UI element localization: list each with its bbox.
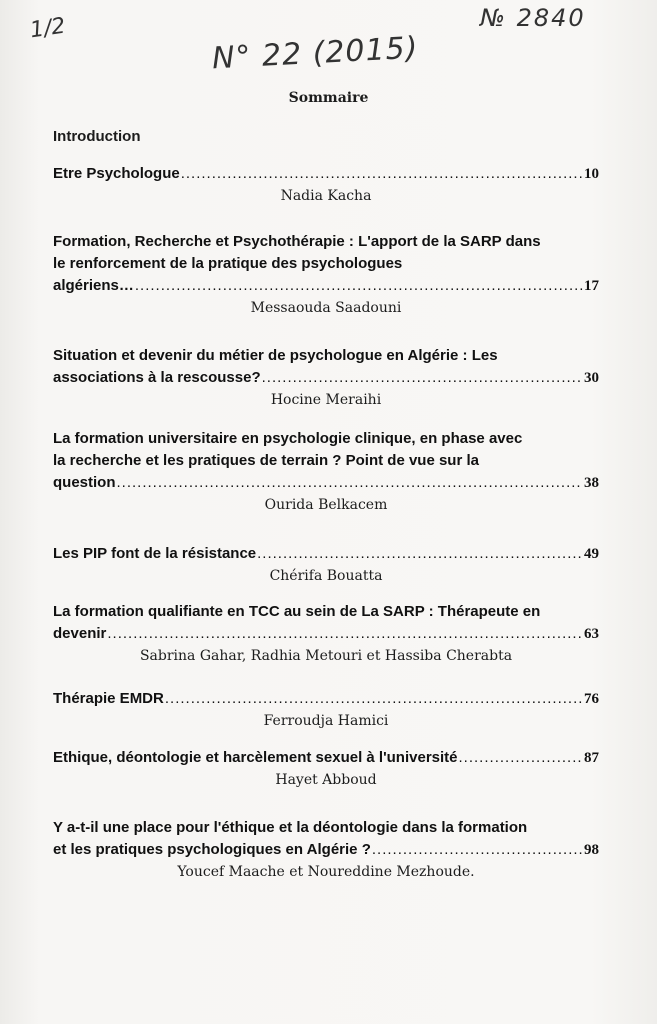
toc-entry (53, 345, 599, 410)
toc-line (53, 543, 599, 565)
introduction-label: Introduction (53, 128, 141, 145)
toc-line (53, 472, 599, 494)
page-number: 10 (584, 166, 599, 182)
toc-entry (53, 688, 599, 731)
entry-author: Youcef Maache et Noureddine Mezhoude. (177, 864, 475, 880)
entry-title: Formation, Recherche et Psychothérapie : L'apport de la SARP dans (53, 233, 541, 250)
toc-line (53, 163, 599, 185)
entry-title: Etre Psychologue (53, 165, 180, 182)
toc-line (53, 839, 599, 861)
toc-entry (53, 543, 599, 586)
entry-author: Hayet Abboud (275, 772, 377, 788)
toc-line (53, 747, 599, 769)
leader-dots (372, 839, 583, 861)
entry-title: question (53, 474, 116, 491)
toc-line (53, 688, 599, 710)
entry-author: Nadia Kacha (280, 188, 372, 204)
page-number: 87 (584, 750, 599, 766)
handwritten-issue: N° 22 (2015) (211, 30, 420, 77)
toc-entry (53, 428, 599, 515)
toc-entry (53, 163, 599, 206)
toc-entry (53, 747, 599, 790)
page-number: 63 (584, 626, 599, 642)
leader-dots (257, 543, 583, 565)
entry-title: associations à la rescousse? (53, 369, 261, 386)
entry-title: Les PIP font de la résistance (53, 545, 257, 562)
leader-dots (459, 747, 583, 769)
page-title: Sommaire (288, 90, 369, 106)
entry-title: La formation qualifiante en TCC au sein de La SARP : Thérapeute en (53, 603, 541, 620)
leader-dots (135, 275, 583, 297)
entry-title: algériens… (53, 277, 134, 294)
handwritten-fraction: 1/2 (28, 13, 67, 44)
entry-author: Ourida Belkacem (264, 497, 388, 513)
handwritten-number: № 2840 (480, 4, 586, 32)
leader-dots (181, 163, 583, 185)
toc-line (53, 275, 599, 297)
leader-dots (262, 367, 583, 389)
entry-title: devenir (53, 625, 107, 642)
entry-author: Hocine Meraihi (270, 392, 382, 408)
toc-entry (53, 231, 599, 318)
toc-line (53, 367, 599, 389)
entry-title: Situation et devenir du métier de psychologue en Algérie : Les (53, 347, 498, 364)
entry-title: la recherche et les pratiques de terrain ? Point de vue sur la (53, 452, 479, 469)
entry-title: Y a-t-il une place pour l'éthique et la déontologie dans la formation (53, 819, 528, 836)
entry-title: La formation universitaire en psychologie clinique, en phase avec (53, 430, 523, 447)
leader-dots (117, 472, 584, 494)
toc-entry (53, 601, 599, 666)
entry-author: Chérifa Bouatta (269, 568, 383, 584)
page-number: 17 (584, 278, 599, 294)
entry-title: Ethique, déontologie et harcèlement sexuel à l'université (53, 749, 458, 766)
leader-dots (165, 688, 583, 710)
toc-entry (53, 817, 599, 882)
page-number: 98 (584, 842, 599, 858)
page-number: 38 (584, 475, 599, 491)
toc-line (53, 623, 599, 645)
page-number: 30 (584, 370, 599, 386)
entry-title: Thérapie EMDR (53, 690, 164, 707)
entry-author: Messaouda Saadouni (250, 300, 402, 316)
entry-author: Ferroudja Hamici (263, 713, 389, 729)
entry-title: et les pratiques psychologiques en Algérie ? (53, 841, 371, 858)
entry-title: le renforcement de la pratique des psychologues (53, 255, 403, 272)
page-number: 49 (584, 546, 599, 562)
leader-dots (107, 623, 583, 645)
entry-author: Sabrina Gahar, Radhia Metouri et Hassiba Cherabta (139, 648, 513, 664)
page-number: 76 (584, 691, 599, 707)
